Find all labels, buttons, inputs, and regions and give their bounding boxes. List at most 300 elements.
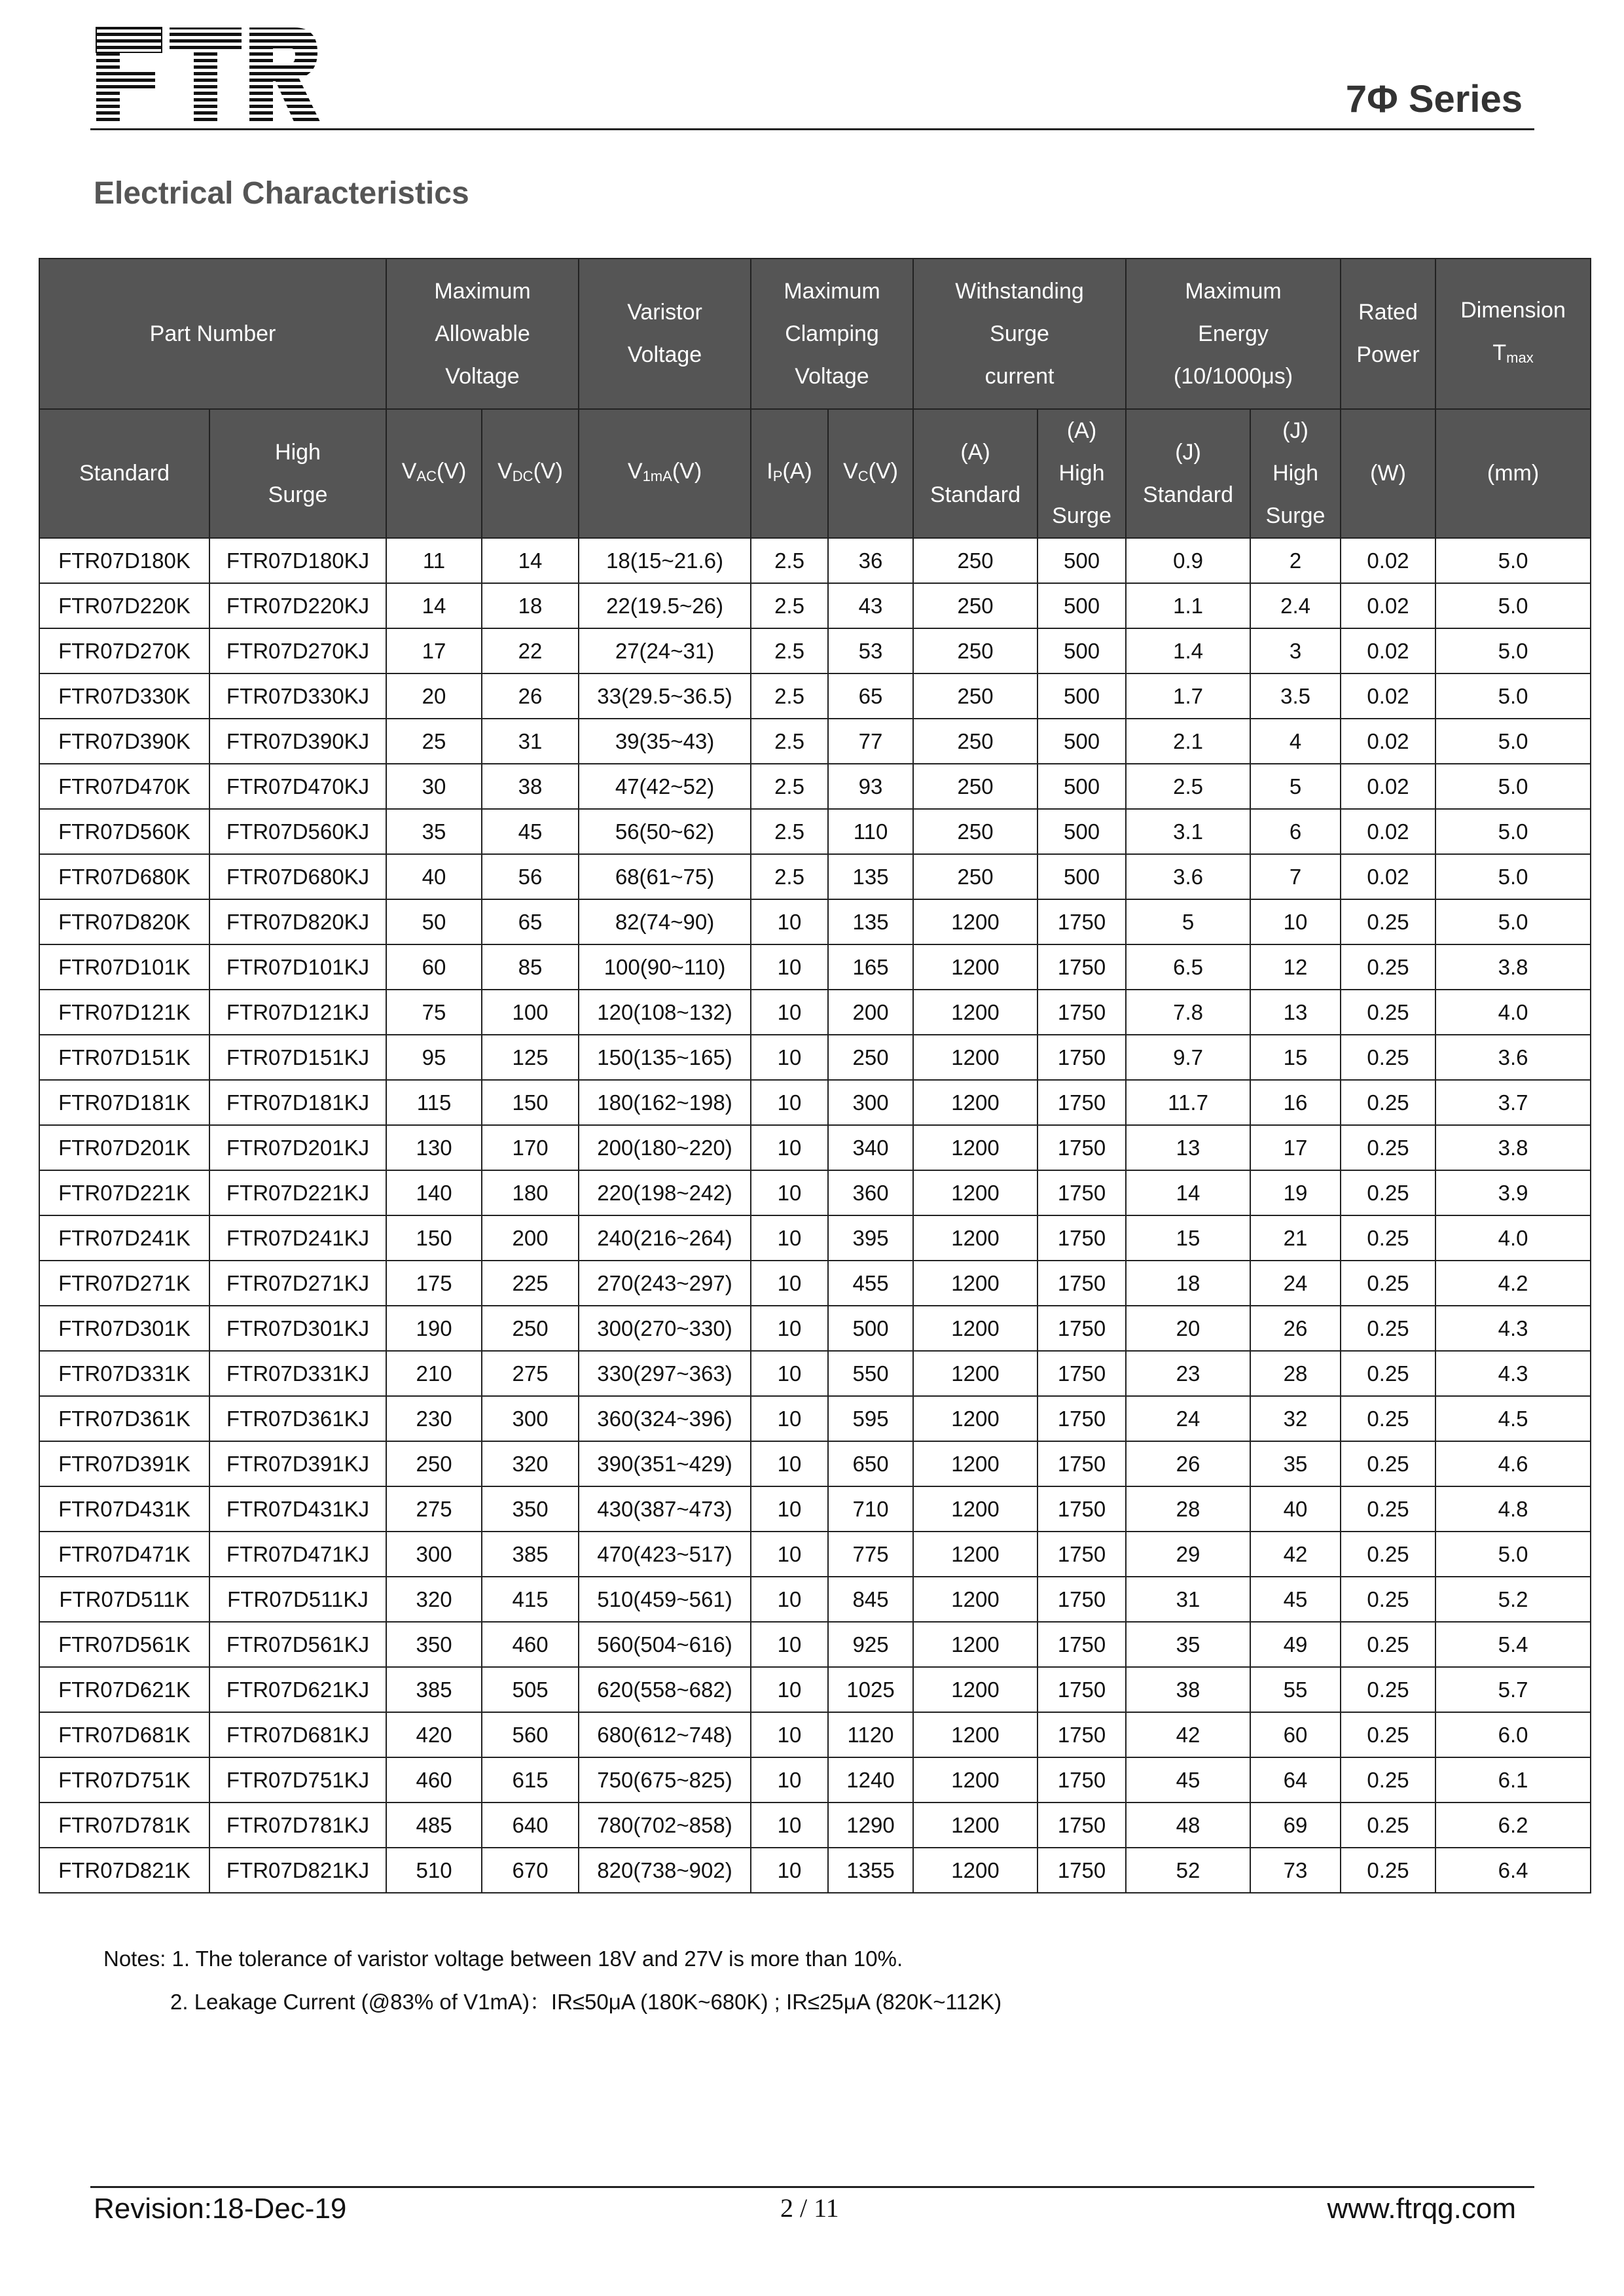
table-cell: 1200: [913, 1080, 1038, 1125]
table-cell: 0.02: [1341, 628, 1435, 673]
table-cell: 1750: [1038, 1215, 1126, 1261]
table-cell: 615: [482, 1757, 579, 1803]
table-cell: 300(270~330): [579, 1306, 751, 1351]
table-cell: 35: [1126, 1622, 1250, 1667]
table-cell: FTR07D101K: [39, 944, 209, 990]
table-cell: FTR07D781KJ: [209, 1803, 386, 1848]
table-cell: 23: [1126, 1351, 1250, 1396]
table-cell: 820(738~902): [579, 1848, 751, 1893]
table-cell: 0.25: [1341, 1351, 1435, 1396]
table-cell: 52: [1126, 1848, 1250, 1893]
table-cell: 0.25: [1341, 1261, 1435, 1306]
table-cell: FTR07D361K: [39, 1396, 209, 1441]
table-row: [39, 1848, 1591, 1893]
table-cell: 1750: [1038, 1441, 1126, 1486]
table-cell: 640: [482, 1803, 579, 1848]
table-cell: 56(50~62): [579, 809, 751, 854]
table-cell: 24: [1250, 1261, 1341, 1306]
table-cell: 32: [1250, 1396, 1341, 1441]
table-row: [39, 1215, 1591, 1261]
header-vc: $V_C(V)$: [828, 409, 913, 538]
table-cell: 2.4: [1250, 583, 1341, 628]
table-cell: 10: [751, 899, 828, 944]
table-cell: 275: [482, 1351, 579, 1396]
table-cell: 3.9: [1435, 1170, 1591, 1215]
table-cell: 17: [1250, 1125, 1341, 1170]
table-cell: 9.7: [1126, 1035, 1250, 1080]
header-energy-standard: (J) Standard: [1126, 409, 1250, 538]
table-row: [39, 1306, 1591, 1351]
table-cell: FTR07D751K: [39, 1757, 209, 1803]
table-cell: FTR07D181KJ: [209, 1080, 386, 1125]
table-cell: 1.7: [1126, 673, 1250, 719]
table-cell: 250: [913, 809, 1038, 854]
table-cell: 505: [482, 1667, 579, 1712]
table-cell: 0.25: [1341, 990, 1435, 1035]
table-cell: 250: [913, 583, 1038, 628]
table-cell: 5.0: [1435, 854, 1591, 899]
table-cell: 5: [1126, 899, 1250, 944]
table-cell: FTR07D270KJ: [209, 628, 386, 673]
table-cell: 1750: [1038, 1667, 1126, 1712]
table-cell: 10: [751, 1306, 828, 1351]
table-cell: 4.8: [1435, 1486, 1591, 1532]
table-cell: 7.8: [1126, 990, 1250, 1035]
table-row: [39, 809, 1591, 854]
table-cell: FTR07D511K: [39, 1577, 209, 1622]
table-cell: FTR07D821KJ: [209, 1848, 386, 1893]
table-row: [39, 944, 1591, 990]
table-cell: 35: [1250, 1441, 1341, 1486]
table-cell: 3.6: [1435, 1035, 1591, 1080]
table-cell: 510(459~561): [579, 1577, 751, 1622]
table-cell: 460: [386, 1757, 482, 1803]
table-cell: 10: [751, 1441, 828, 1486]
table-cell: 1750: [1038, 1757, 1126, 1803]
table-cell: 0.25: [1341, 1035, 1435, 1080]
table-cell: 6.1: [1435, 1757, 1591, 1803]
table-cell: 28: [1126, 1486, 1250, 1532]
table-cell: FTR07D361KJ: [209, 1396, 386, 1441]
table-cell: 200(180~220): [579, 1125, 751, 1170]
table-cell: 250: [913, 764, 1038, 809]
table-cell: 10: [751, 1486, 828, 1532]
table-row: [39, 1396, 1591, 1441]
table-cell: 500: [1038, 854, 1126, 899]
table-cell: 5.0: [1435, 809, 1591, 854]
table-cell: 6.0: [1435, 1712, 1591, 1757]
table-cell: 360: [828, 1170, 913, 1215]
table-cell: 10: [751, 1261, 828, 1306]
table-cell: FTR07D561K: [39, 1622, 209, 1667]
table-cell: 350: [482, 1486, 579, 1532]
table-cell: 7: [1250, 854, 1341, 899]
table-cell: 10: [751, 1848, 828, 1893]
header-part-number: Part Number: [39, 259, 386, 409]
table-cell: FTR07D271K: [39, 1261, 209, 1306]
table-row: [39, 1577, 1591, 1622]
table-cell: FTR07D681K: [39, 1712, 209, 1757]
table-cell: 1750: [1038, 1125, 1126, 1170]
table-cell: 26: [482, 673, 579, 719]
table-cell: FTR07D391KJ: [209, 1441, 386, 1486]
table-cell: FTR07D301K: [39, 1306, 209, 1351]
table-cell: 93: [828, 764, 913, 809]
table-cell: 0.9: [1126, 538, 1250, 583]
table-cell: 95: [386, 1035, 482, 1080]
table-cell: 0.25: [1341, 899, 1435, 944]
table-cell: 20: [1126, 1306, 1250, 1351]
table-cell: 620(558~682): [579, 1667, 751, 1712]
table-cell: FTR07D151K: [39, 1035, 209, 1080]
header-v1ma: $V_{1mA}(V)$: [579, 409, 751, 538]
table-cell: 3.5: [1250, 673, 1341, 719]
table-cell: FTR07D330K: [39, 673, 209, 719]
table-cell: 1200: [913, 1532, 1038, 1577]
table-cell: 270(243~297): [579, 1261, 751, 1306]
table-cell: 1200: [913, 1757, 1038, 1803]
table-cell: 1.1: [1126, 583, 1250, 628]
table-cell: 250: [913, 673, 1038, 719]
table-cell: 33(29.5~36.5): [579, 673, 751, 719]
table-cell: 4.5: [1435, 1396, 1591, 1441]
table-cell: 10: [751, 1125, 828, 1170]
table-cell: 10: [751, 1622, 828, 1667]
table-cell: 250: [913, 538, 1038, 583]
table-cell: FTR07D431K: [39, 1486, 209, 1532]
table-row: [39, 1035, 1591, 1080]
table-cell: 550: [828, 1351, 913, 1396]
table-cell: 10: [751, 1532, 828, 1577]
table-cell: 42: [1126, 1712, 1250, 1757]
table-cell: FTR07D151KJ: [209, 1035, 386, 1080]
table-row: [39, 628, 1591, 673]
table-cell: 6.5: [1126, 944, 1250, 990]
table-cell: 0.25: [1341, 1577, 1435, 1622]
table-cell: 320: [482, 1441, 579, 1486]
table-cell: 385: [386, 1667, 482, 1712]
website-link[interactable]: www.ftrqg.com: [1327, 2193, 1516, 2225]
table-cell: FTR07D820KJ: [209, 899, 386, 944]
table-row: [39, 1712, 1591, 1757]
header-max-clamping-voltage: Maximum Clamping Voltage: [751, 259, 913, 409]
table-cell: 1025: [828, 1667, 913, 1712]
table-cell: 1750: [1038, 899, 1126, 944]
table-cell: 3.7: [1435, 1080, 1591, 1125]
table-cell: 43: [828, 583, 913, 628]
table-row: [39, 990, 1591, 1035]
table-cell: 1200: [913, 1170, 1038, 1215]
table-cell: 150: [386, 1215, 482, 1261]
table-cell: 1200: [913, 1351, 1038, 1396]
table-cell: 1200: [913, 944, 1038, 990]
revision-date: Revision:18-Dec-19: [94, 2193, 347, 2225]
table-cell: 10: [751, 1757, 828, 1803]
table-cell: FTR07D391K: [39, 1441, 209, 1486]
table-cell: 27(24~31): [579, 628, 751, 673]
table-cell: FTR07D511KJ: [209, 1577, 386, 1622]
table-cell: 250: [913, 628, 1038, 673]
table-cell: 0.02: [1341, 583, 1435, 628]
table-cell: 6: [1250, 809, 1341, 854]
table-row: [39, 538, 1591, 583]
table-cell: 26: [1126, 1441, 1250, 1486]
table-cell: 1750: [1038, 1712, 1126, 1757]
header-energy-high: (J) High Surge: [1250, 409, 1341, 538]
table-cell: 1200: [913, 990, 1038, 1035]
header-max-energy: Maximum Energy (10/1000μs): [1126, 259, 1341, 409]
table-cell: 1200: [913, 1712, 1038, 1757]
table-cell: 1750: [1038, 1622, 1126, 1667]
table-cell: 500: [1038, 764, 1126, 809]
table-cell: 60: [386, 944, 482, 990]
table-cell: 110: [828, 809, 913, 854]
table-cell: 2.5: [751, 854, 828, 899]
table-cell: 3: [1250, 628, 1341, 673]
table-cell: 40: [1250, 1486, 1341, 1532]
table-cell: 17: [386, 628, 482, 673]
table-cell: 1200: [913, 1215, 1038, 1261]
header-dimension-unit: (mm): [1435, 409, 1591, 538]
table-cell: 925: [828, 1622, 913, 1667]
table-cell: 140: [386, 1170, 482, 1215]
table-cell: 2.5: [751, 809, 828, 854]
table-row: [39, 1757, 1591, 1803]
table-cell: FTR07D241K: [39, 1215, 209, 1261]
table-cell: 300: [828, 1080, 913, 1125]
table-cell: 6.4: [1435, 1848, 1591, 1893]
table-cell: 5.0: [1435, 583, 1591, 628]
table-cell: 0.25: [1341, 1803, 1435, 1848]
table-cell: 395: [828, 1215, 913, 1261]
table-cell: 14: [386, 583, 482, 628]
table-cell: 1750: [1038, 1351, 1126, 1396]
table-cell: FTR07D201K: [39, 1125, 209, 1170]
table-cell: 210: [386, 1351, 482, 1396]
table-cell: 0.02: [1341, 673, 1435, 719]
table-cell: 2: [1250, 538, 1341, 583]
table-cell: 36: [828, 538, 913, 583]
table-cell: 4.0: [1435, 990, 1591, 1035]
table-cell: 2.5: [751, 764, 828, 809]
header-high-surge: High Surge: [209, 409, 386, 538]
table-cell: 69: [1250, 1803, 1341, 1848]
table-cell: 56: [482, 854, 579, 899]
table-cell: FTR07D621K: [39, 1667, 209, 1712]
table-cell: 45: [1126, 1757, 1250, 1803]
table-cell: 10: [751, 990, 828, 1035]
table-cell: 1200: [913, 1306, 1038, 1351]
table-cell: 10: [751, 1577, 828, 1622]
table-cell: FTR07D431KJ: [209, 1486, 386, 1532]
table-row: [39, 673, 1591, 719]
table-cell: 53: [828, 628, 913, 673]
table-cell: 135: [828, 854, 913, 899]
table-cell: 3.8: [1435, 944, 1591, 990]
table-cell: 200: [828, 990, 913, 1035]
table-cell: FTR07D181K: [39, 1080, 209, 1125]
table-row: [39, 1125, 1591, 1170]
table-cell: 10: [1250, 899, 1341, 944]
table-cell: 4.3: [1435, 1306, 1591, 1351]
table-cell: 4: [1250, 719, 1341, 764]
table-cell: FTR07D680KJ: [209, 854, 386, 899]
table-cell: 42: [1250, 1532, 1341, 1577]
table-cell: 1290: [828, 1803, 913, 1848]
table-cell: FTR07D241KJ: [209, 1215, 386, 1261]
table-cell: 10: [751, 1035, 828, 1080]
table-cell: 510: [386, 1848, 482, 1893]
table-cell: FTR07D621KJ: [209, 1667, 386, 1712]
table-cell: FTR07D221K: [39, 1170, 209, 1215]
table-cell: 11.7: [1126, 1080, 1250, 1125]
table-cell: 1750: [1038, 944, 1126, 990]
table-cell: 0.25: [1341, 944, 1435, 990]
table-cell: 120(108~132): [579, 990, 751, 1035]
header-power-unit: (W): [1341, 409, 1435, 538]
table-cell: FTR07D220KJ: [209, 583, 386, 628]
header-divider: [90, 128, 1534, 130]
table-cell: 0.25: [1341, 1848, 1435, 1893]
table-cell: 0.25: [1341, 1667, 1435, 1712]
table-cell: 250: [913, 719, 1038, 764]
table-cell: 500: [1038, 809, 1126, 854]
table-cell: 390(351~429): [579, 1441, 751, 1486]
table-cell: 1750: [1038, 1532, 1126, 1577]
table-cell: FTR07D121KJ: [209, 990, 386, 1035]
table-cell: 1200: [913, 1396, 1038, 1441]
table-cell: 0.25: [1341, 1215, 1435, 1261]
table-cell: 500: [1038, 583, 1126, 628]
table-row: [39, 1441, 1591, 1486]
table-cell: 18: [1126, 1261, 1250, 1306]
table-row: [39, 764, 1591, 809]
table-row: [39, 1170, 1591, 1215]
table-cell: 65: [482, 899, 579, 944]
table-cell: 1.4: [1126, 628, 1250, 673]
table-cell: 1750: [1038, 990, 1126, 1035]
table-cell: 60: [1250, 1712, 1341, 1757]
table-cell: 130: [386, 1125, 482, 1170]
table-cell: 500: [1038, 628, 1126, 673]
table-cell: 710: [828, 1486, 913, 1532]
header-vdc: $V_{DC}(V)$: [482, 409, 579, 538]
table-cell: 225: [482, 1261, 579, 1306]
footer-divider: [90, 2186, 1534, 2188]
table-cell: 500: [1038, 719, 1126, 764]
table-cell: 420: [386, 1712, 482, 1757]
table-cell: 10: [751, 944, 828, 990]
header-rated-power: Rated Power: [1341, 259, 1435, 409]
table-cell: 1750: [1038, 1803, 1126, 1848]
table-cell: 28: [1250, 1351, 1341, 1396]
table-cell: 1200: [913, 1125, 1038, 1170]
header-surge-standard: (A) Standard: [913, 409, 1038, 538]
table-cell: 385: [482, 1532, 579, 1577]
table-cell: 1750: [1038, 1848, 1126, 1893]
table-cell: 2.5: [751, 583, 828, 628]
table-cell: 10: [751, 1803, 828, 1848]
ftr-logo: [95, 26, 321, 124]
table-cell: 77: [828, 719, 913, 764]
table-cell: FTR07D821K: [39, 1848, 209, 1893]
table-cell: 1200: [913, 1667, 1038, 1712]
table-cell: 0.25: [1341, 1441, 1435, 1486]
series-title: 7Φ Series: [1345, 78, 1523, 120]
table-cell: 5.0: [1435, 899, 1591, 944]
table-cell: 1750: [1038, 1035, 1126, 1080]
table-cell: FTR07D221KJ: [209, 1170, 386, 1215]
table-cell: 0.25: [1341, 1486, 1435, 1532]
table-cell: 0.02: [1341, 538, 1435, 583]
table-cell: 2.5: [751, 628, 828, 673]
table-cell: 430(387~473): [579, 1486, 751, 1532]
table-cell: 26: [1250, 1306, 1341, 1351]
table-cell: 4.0: [1435, 1215, 1591, 1261]
table-cell: 1200: [913, 1622, 1038, 1667]
table-cell: FTR07D220K: [39, 583, 209, 628]
table-cell: 31: [482, 719, 579, 764]
table-cell: 250: [482, 1306, 579, 1351]
table-cell: 5.4: [1435, 1622, 1591, 1667]
table-row: [39, 854, 1591, 899]
table-row: [39, 1261, 1591, 1306]
table-cell: 180: [482, 1170, 579, 1215]
table-cell: 750(675~825): [579, 1757, 751, 1803]
table-cell: 1750: [1038, 1396, 1126, 1441]
table-cell: 485: [386, 1803, 482, 1848]
table-cell: 2.5: [1126, 764, 1250, 809]
table-cell: 75: [386, 990, 482, 1035]
table-cell: FTR07D470KJ: [209, 764, 386, 809]
table-cell: 5.0: [1435, 1532, 1591, 1577]
table-cell: 0.02: [1341, 719, 1435, 764]
table-cell: 20: [386, 673, 482, 719]
table-cell: 4.2: [1435, 1261, 1591, 1306]
header-standard: Standard: [39, 409, 209, 538]
table-cell: 3.8: [1435, 1125, 1591, 1170]
table-cell: 0.25: [1341, 1712, 1435, 1757]
table-cell: FTR07D561KJ: [209, 1622, 386, 1667]
table-cell: 10: [751, 1351, 828, 1396]
table-cell: 0.25: [1341, 1125, 1435, 1170]
table-cell: 10: [751, 1667, 828, 1712]
table-cell: 100: [482, 990, 579, 1035]
table-cell: 500: [828, 1306, 913, 1351]
table-cell: FTR07D301KJ: [209, 1306, 386, 1351]
header-ip: $I_P(A)$: [751, 409, 828, 538]
table-cell: 350: [386, 1622, 482, 1667]
table-row: [39, 899, 1591, 944]
header-max-allowable-voltage: Maximum Allowable Voltage: [386, 259, 579, 409]
table-cell: 470(423~517): [579, 1532, 751, 1577]
table-cell: 100(90~110): [579, 944, 751, 990]
table-cell: 1200: [913, 1486, 1038, 1532]
table-cell: 1200: [913, 1848, 1038, 1893]
table-cell: 21: [1250, 1215, 1341, 1261]
table-row: [39, 583, 1591, 628]
header-withstanding-surge-current: Withstanding Surge current: [913, 259, 1126, 409]
table-cell: 24: [1126, 1396, 1250, 1441]
table-cell: 0.25: [1341, 1396, 1435, 1441]
table-cell: 38: [1126, 1667, 1250, 1712]
table-cell: 11: [386, 538, 482, 583]
table-cell: 10: [751, 1170, 828, 1215]
table-cell: 650: [828, 1441, 913, 1486]
table-cell: 2.1: [1126, 719, 1250, 764]
table-cell: FTR07D470K: [39, 764, 209, 809]
table-cell: 5: [1250, 764, 1341, 809]
